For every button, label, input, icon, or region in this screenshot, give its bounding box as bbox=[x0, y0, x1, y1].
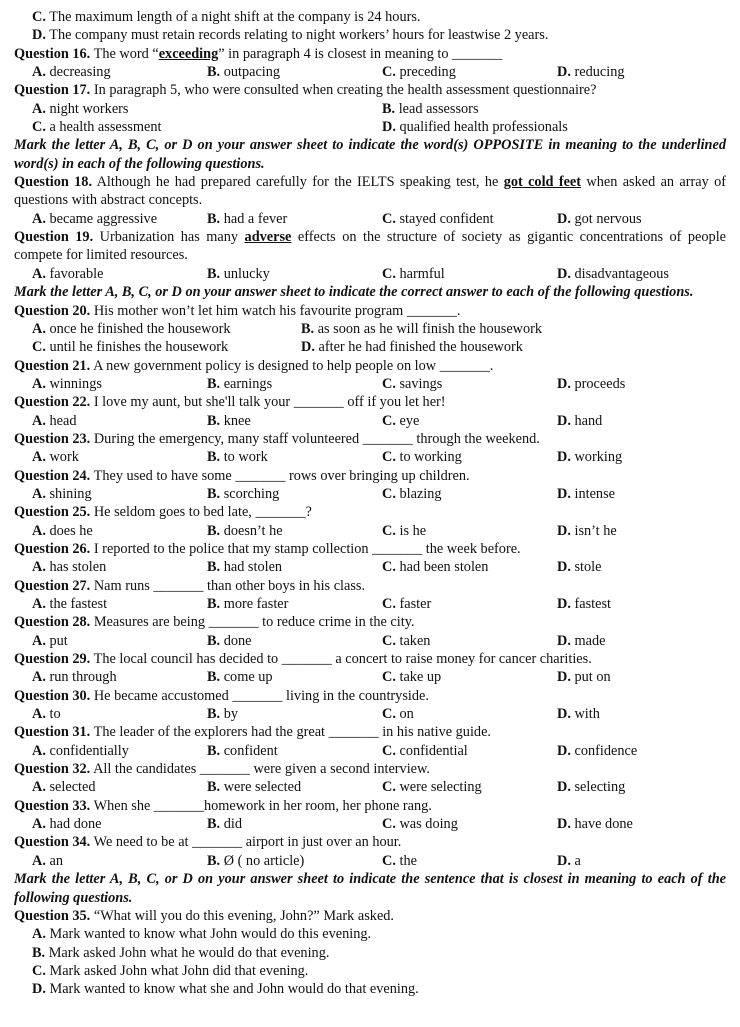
option-b: B. lead assessors bbox=[382, 100, 479, 117]
option-b: B. did bbox=[207, 816, 242, 833]
options-row bbox=[14, 210, 726, 228]
question-31: Question 31. The leader of the explorers had the great _______ in his native guide. bbox=[14, 724, 491, 741]
question-21: Question 21. A new government policy is designed to help people on low _______. bbox=[14, 357, 494, 374]
question-22: Question 22. I love my aunt, but she'll talk your _______ off if you let her! bbox=[14, 394, 446, 411]
option-a: A. confidentially bbox=[32, 742, 129, 759]
question-28: Question 28. Measures are being _______ to reduce crime in the city. bbox=[14, 614, 415, 631]
question-17: Question 17. In paragraph 5, who were consulted when creating the health assessment questionnaire? bbox=[14, 82, 597, 99]
option-c: C. was doing bbox=[382, 816, 458, 833]
options-row bbox=[14, 742, 726, 760]
option-c: C. the bbox=[382, 852, 417, 869]
option-c: C. to working bbox=[382, 449, 462, 466]
option-b: B. to work bbox=[207, 449, 268, 466]
option-a: A. put bbox=[32, 632, 68, 649]
question-19: Question 19. Urbanization has many adverse effects on the structure of society as gigantic concentrations of people compete for limited resources. bbox=[14, 229, 727, 264]
section-instruction: Mark the letter A, B, C, or D on your answer sheet to indicate the sentence that is closest in meaning to each of the following questions. bbox=[14, 871, 726, 906]
question-30: Question 30. He became accustomed _______ living in the countryside. bbox=[14, 687, 429, 704]
question-29: Question 29. The local council has decided to _______ a concert to raise money for cancer charities. bbox=[14, 651, 592, 668]
option-b: B. as soon as he will finish the housework bbox=[301, 320, 543, 337]
option-b: B. come up bbox=[207, 669, 273, 686]
option-a: A. to bbox=[32, 706, 61, 723]
option-c: C. Mark asked John what John did that evening. bbox=[32, 962, 309, 979]
option-b: B. had a fever bbox=[207, 210, 288, 227]
option-d: D. reducing bbox=[557, 64, 625, 81]
option-b: B. scorching bbox=[207, 485, 280, 502]
option-c: C. harmful bbox=[382, 265, 445, 282]
option-c: C. until he finishes the housework bbox=[32, 339, 229, 356]
option-line: D. The company must retain records relating to night workers’ hours for leastwise 2 years. bbox=[32, 27, 549, 44]
option-b: B. by bbox=[207, 706, 238, 723]
options-row bbox=[14, 778, 726, 796]
options-row bbox=[14, 320, 726, 338]
option-a: A. night workers bbox=[32, 100, 129, 117]
option-d: D. confidence bbox=[557, 742, 638, 759]
question-32: Question 32. All the candidates _______ were given a second interview. bbox=[14, 761, 430, 778]
options-row bbox=[14, 558, 726, 576]
option-c: C. faster bbox=[382, 596, 432, 612]
option-c: C. preceding bbox=[382, 64, 456, 81]
section-instruction: Mark the letter A, B, C, or D on your answer sheet to indicate the correct answer to each of the following questions. bbox=[14, 284, 694, 301]
option-a: A. winnings bbox=[32, 375, 102, 392]
option-b: B. had stolen bbox=[207, 559, 283, 576]
options-row bbox=[14, 595, 726, 613]
option-c: C. blazing bbox=[382, 485, 442, 502]
options-row bbox=[14, 705, 726, 723]
question-18: Question 18. Although he had prepared carefully for the IELTS speaking test, he got cold feet when asked an array of questions with abstract concepts. bbox=[14, 174, 727, 209]
option-b: B. unlucky bbox=[207, 265, 270, 282]
option-b: B. Ø ( no article) bbox=[207, 852, 305, 869]
option-c: C. take up bbox=[382, 669, 442, 686]
options-row bbox=[14, 632, 726, 650]
option-b: B. more faster bbox=[207, 596, 289, 612]
option-d: D. proceeds bbox=[557, 375, 626, 392]
question-24: Question 24. They used to have some _______ rows over bringing up children. bbox=[14, 467, 470, 484]
option-line: C. The maximum length of a night shift at the company is 24 hours. bbox=[32, 9, 421, 25]
options-row bbox=[14, 265, 726, 283]
options-row bbox=[14, 412, 726, 430]
options-row bbox=[14, 815, 726, 833]
question-34: Question 34. We need to be at _______ airport in just over an hour. bbox=[14, 834, 402, 851]
option-a: A. once he finished the housework bbox=[32, 320, 231, 337]
question-26: Question 26. I reported to the police that my stamp collection _______ the week before. bbox=[14, 540, 521, 557]
question-16: Question 16. The word “exceeding” in paragraph 4 is closest in meaning to _______ bbox=[14, 45, 503, 62]
options-row bbox=[14, 668, 726, 686]
options-row bbox=[14, 375, 726, 393]
question-25: Question 25. He seldom goes to bed late, _______? bbox=[14, 504, 312, 521]
option-d: D. disadvantageous bbox=[557, 265, 669, 282]
option-a: A. selected bbox=[32, 779, 96, 796]
option-c: C. taken bbox=[382, 632, 431, 649]
option-b: B. done bbox=[207, 632, 252, 649]
option-a: A. favorable bbox=[32, 265, 104, 282]
option-b: B. were selected bbox=[207, 779, 302, 796]
option-d: D. made bbox=[557, 632, 606, 649]
key-word: adverse bbox=[244, 229, 292, 246]
option-b: B. knee bbox=[207, 412, 251, 429]
section-instruction: Mark the letter A, B, C, or D on your answer sheet to indicate the word(s) OPPOSITE in meaning to the underlined word(s) in each of the following questions. bbox=[14, 137, 726, 172]
option-c: C. were selecting bbox=[382, 779, 482, 796]
option-d: D. with bbox=[557, 706, 600, 723]
option-c: C. on bbox=[382, 706, 414, 723]
option-d: D. qualified health professionals bbox=[382, 119, 568, 136]
option-a: A. head bbox=[32, 412, 77, 429]
option-c: C. a health assessment bbox=[32, 119, 162, 136]
option-a: A. decreasing bbox=[32, 64, 111, 81]
options-row bbox=[14, 63, 726, 81]
option-d: D. stole bbox=[557, 559, 602, 576]
question-27: Question 27. Nam runs _______ than other boys in his class. bbox=[14, 577, 366, 594]
option-d: D. working bbox=[557, 449, 623, 466]
question-35: Question 35. “What will you do this evening, John?” Mark asked. bbox=[14, 907, 395, 924]
options-row bbox=[14, 100, 726, 118]
option-a: A. became aggressive bbox=[32, 210, 158, 227]
option-b: B. doesn’t he bbox=[207, 522, 283, 539]
option-d: D. a bbox=[557, 852, 581, 869]
option-b: B. outpacing bbox=[207, 64, 281, 81]
key-phrase: got cold feet bbox=[503, 174, 582, 191]
option-a: A. work bbox=[32, 449, 79, 466]
option-d: D. got nervous bbox=[557, 210, 642, 227]
option-d: D. intense bbox=[557, 485, 615, 502]
question-33: Question 33. When she _______homework in her room, her phone rang. bbox=[14, 797, 432, 814]
options-row bbox=[14, 852, 726, 870]
option-d: D. after he had finished the housework bbox=[301, 339, 523, 356]
question-20: Question 20. His mother won’t let him watch his favourite program _______. bbox=[14, 302, 461, 319]
options-row bbox=[14, 448, 726, 466]
option-a: A. the fastest bbox=[32, 596, 108, 612]
option-c: C. stayed confident bbox=[382, 210, 494, 227]
question-23: Question 23. During the emergency, many staff volunteered _______ through the weekend. bbox=[14, 430, 540, 447]
option-c: C. eye bbox=[382, 412, 420, 429]
option-a: A. shining bbox=[32, 485, 92, 502]
option-a: A. Mark wanted to know what John would do this evening. bbox=[32, 926, 372, 943]
option-b: B. earnings bbox=[207, 375, 273, 392]
option-a: A. run through bbox=[32, 669, 117, 686]
options-row bbox=[14, 522, 726, 540]
option-d: D. hand bbox=[557, 412, 603, 429]
option-d: D. have done bbox=[557, 816, 633, 833]
option-d: D. put on bbox=[557, 669, 611, 686]
option-d: D. isn’t he bbox=[557, 522, 617, 539]
key-word: exceeding bbox=[158, 45, 219, 62]
options-row bbox=[14, 485, 726, 503]
option-b: B. confident bbox=[207, 742, 278, 759]
option-d: D. Mark wanted to know what she and John would do that evening. bbox=[32, 981, 419, 998]
option-a: A. an bbox=[32, 852, 63, 869]
option-c: C. confidential bbox=[382, 742, 468, 759]
option-a: A. had done bbox=[32, 816, 102, 833]
options-row bbox=[14, 338, 726, 356]
option-c: C. savings bbox=[382, 375, 443, 392]
option-c: C. is he bbox=[382, 522, 427, 539]
option-a: A. does he bbox=[32, 522, 93, 539]
option-d: D. selecting bbox=[557, 779, 626, 796]
option-c: C. had been stolen bbox=[382, 559, 489, 576]
option-a: A. has stolen bbox=[32, 559, 107, 576]
option-d: D. fastest bbox=[557, 596, 612, 612]
options-row bbox=[14, 118, 726, 136]
option-b: B. Mark asked John what he would do that evening. bbox=[32, 944, 330, 961]
